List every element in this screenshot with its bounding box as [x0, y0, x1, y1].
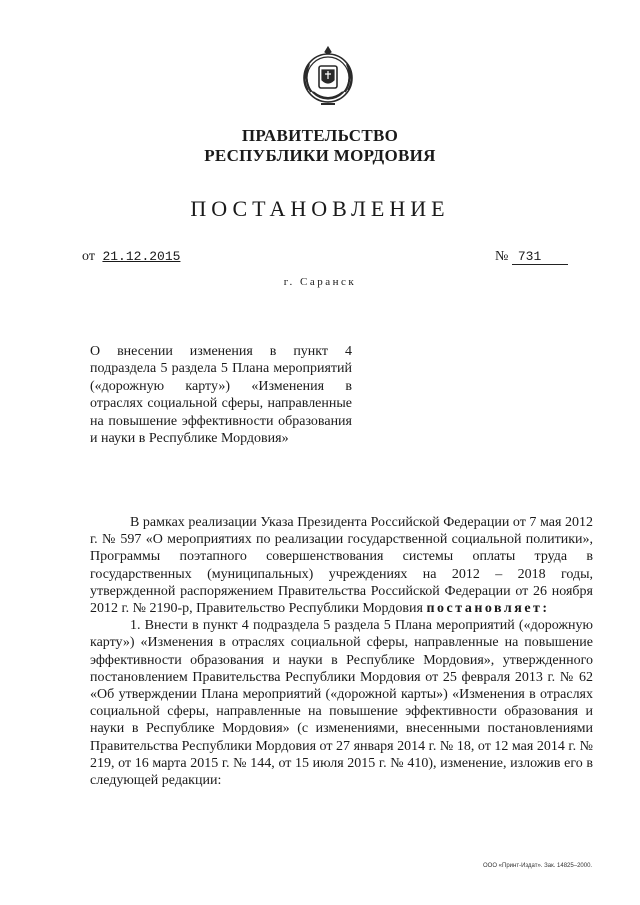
printer-imprint: ООО «Принт-Издат». Зак. 14825–2000. [483, 863, 593, 869]
date-value: 21.12.2015 [102, 249, 181, 264]
item-1-paragraph: 1. Внести в пункт 4 подраздела 5 раздела 5 Плана мероприятий («дорожную карту») «Изменения в отраслях социальной сферы, направленные на повышение эффективности образования и науки в Республике Мордовия», утвержденного постановлением Правительства Республики Мордовия от 25 февраля 2013 г. № 62 «Об утверждении Плана мероприятий («дорожной карты») «Изменения в отраслях социальной сферы, направленные на повышение эффективности образования и науки в Республике Мордовия» (с изменениями, внесенными постановлениями Правительства Республики Мордовия от 27 января 2014 г. № 18, от 12 мая 2014 г. № 219, от 16 марта 2015 г. № 144, от 15 июля 2015 г. № 410), изменение, изложив его в следующей редакции: [90, 618, 593, 789]
coat-of-arms-icon [297, 44, 359, 110]
subject-block: О внесении изменения в пункт 4 подраздела 5 раздела 5 Плана мероприятий («дорожную карту») «Изменения в отраслях социальной сферы, направленные на повышение эффективности образования и науки в Республике Мордовия» [90, 344, 352, 447]
intro-text: В рамках реализации Указа Президента Российской Федерации от 7 мая 2012 г. № 597 «О мероприятиях по реализации государственной социальной политики», Программы поэтапного совершенствования системы оплаты труда в государственных (муниципальных) учреждениях на 2012 – 2018 годы, утвержденной распоряжением Правительства Российской Федерации от 26 ноября 2012 г. № 2190-р, Правительство Республики Мордовия [90, 515, 593, 617]
government-title: ПРАВИТЕЛЬСТВО [241, 126, 399, 145]
resolves-word: постановляет: [426, 601, 550, 617]
number-prefix: № [495, 249, 509, 264]
body-text [90, 514, 593, 789]
date-prefix: от [82, 249, 95, 264]
number-value: 731 [512, 249, 568, 265]
number-line [495, 249, 568, 265]
document-type: ПОСТАНОВЛЕНИЕ [190, 196, 450, 221]
date-line [82, 249, 184, 265]
city: г. Саранск [283, 276, 357, 288]
republic-title: РЕСПУБЛИКИ МОРДОВИЯ [204, 146, 436, 165]
intro-paragraph [90, 514, 593, 617]
